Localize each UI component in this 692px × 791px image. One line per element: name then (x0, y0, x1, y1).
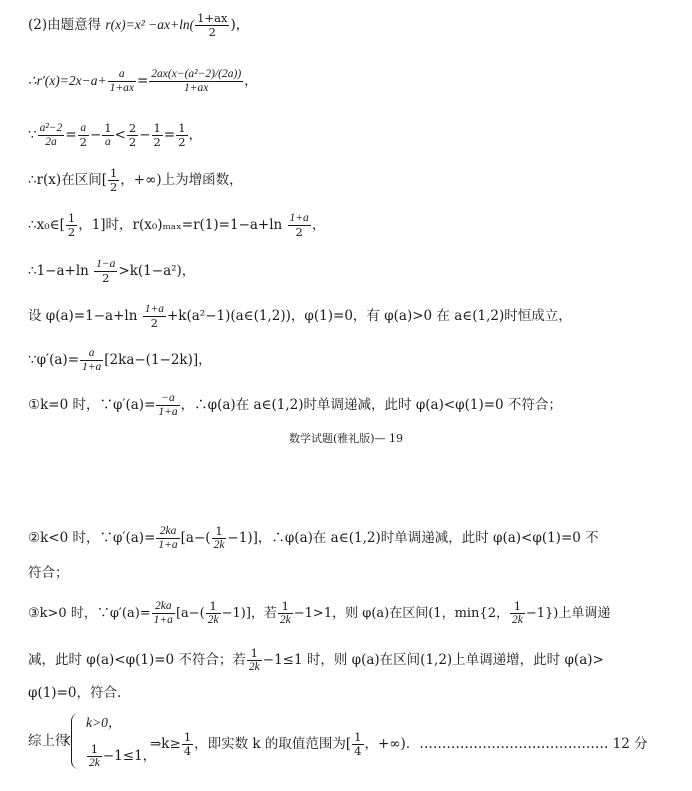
page-footer: 数学试题(雅礼版)— 19 (288, 432, 404, 445)
system-row-1: k>0， (86, 715, 122, 730)
line-14: φ(1)=0，符合. (28, 685, 122, 701)
line-15: 综上得 (28, 733, 69, 749)
line-3: ∵ $\frac{\text{a²−2}}{2a}$ = $\frac{a}{2}$ − $\frac{1}{a}$ < $\frac{2}{2}$ − $\frac{1}{2}$ = $\frac{1}{2}$ ， (28, 121, 203, 149)
line-13: 减，此时 φ(a)<φ(1)=0 不符合；若 $\frac{1}{2k}$ −1≤1 时，则 φ(a)在区间(1,2)上单调递增，此时 φ(a)> (28, 646, 604, 673)
fraction: $\frac{\text{2ax(x−(a²−2)/(2a))}}{1+ax}$ (151, 68, 242, 94)
line-5: ∴x₀∈[ $\frac{1}{2}$ ，1]时，r(x₀)ₘₐₓ=r(1)=1−a+ln $\frac{1+a}{2}$ ， (28, 211, 326, 239)
line-15-conclusion: ⇒k≥ $\frac{1}{4}$ ，即实数 k 的取值范围为[ $\frac{1}{4}$ ，+∞)．…………………………………… 12 分 (150, 730, 648, 758)
system-row-2: $\frac{1}{2k}$ −1≤1， (89, 742, 157, 769)
line-11: 符合； (28, 565, 69, 581)
line-10: ②k<0 时，∵φ′(a)= $\frac{2ka}{1+a}$ [a−( $\frac{1}{2k}$ −1)]，∴φ(a)在 a∈(1,2)时单调递减，此时 φ(a)<φ(1)=0 不 (28, 524, 599, 551)
fraction: $\frac{a}{1+ax}$ (109, 68, 134, 94)
line-8: ∵φ′(a)= $\frac{a}{1+a}$ [2ka−(1−2k)]， (28, 347, 212, 373)
line-6: ∴1−a+ln $\frac{1-a}{2}$ >k(1−a²)， (28, 258, 196, 285)
fraction: $\frac{1+ax}{2}$ (197, 11, 228, 39)
line-12: ③k>0 时，∵φ′(a)= $\frac{2ka}{1+a}$ [a−( $\frac{1}{2k}$ −1)]，若 $\frac{1}{2k}$ −1>1，则 φ(a)在区间(1，min{2， $\frac{1}{2k}$ −1})上单调递 (28, 599, 611, 626)
line-1: (2)由题意得 r(x)=x² −ax+ln( $\frac{1+ax}{2}$ )， (28, 11, 250, 39)
line-7: 设 φ(a)=1−a+ln $\frac{1+a}{2}$ +k(a²−1)(a∈(1,2))，φ(1)=0，有 φ(a)>0 在 a∈(1,2)时恒成立， (28, 303, 572, 330)
line-2: ∴r′(x)=2x−a+ $\frac{a}{1+ax}$ = $\frac{\text{2ax(x−(a²−2)/(2a))}}{1+ax}$ ， (28, 68, 258, 94)
line-4: ∴r(x)在区间[ $\frac{1}{2}$ ，+∞)上为增函数， (28, 166, 243, 194)
line-9: ①k=0 时，∵φ′(a)= $\frac{-a}{1+a}$ ，∴φ(a)在 a∈(1,2)时单调递减，此时 φ(a)<φ(1)=0 不符合； (28, 392, 562, 418)
